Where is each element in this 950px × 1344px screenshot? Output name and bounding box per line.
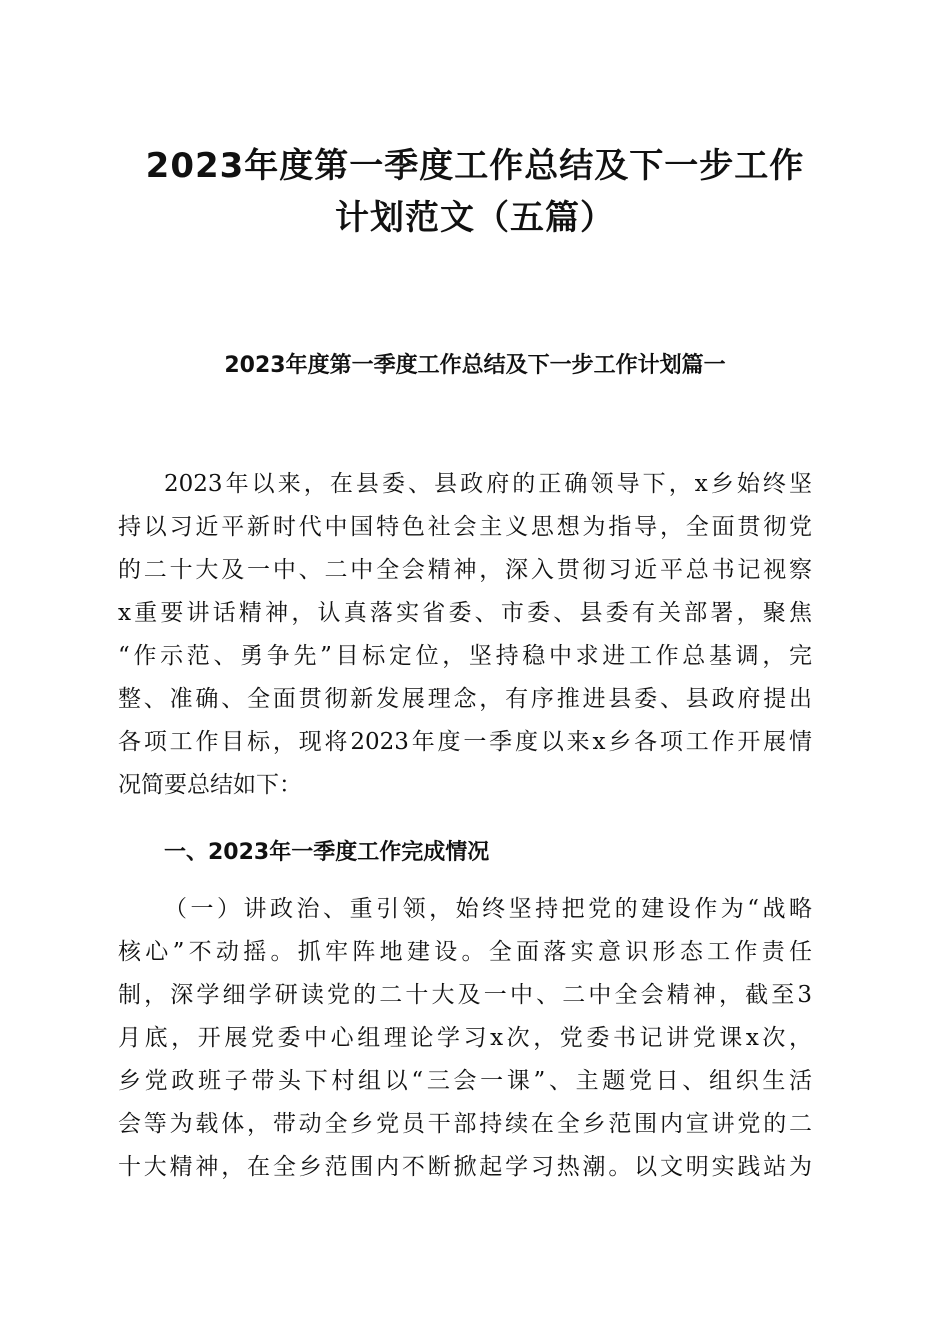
paragraph-1-line: 持以习近平新时代中国特色社会主义思想为指导，全面贯彻党 [118,514,812,540]
document-subtitle: 2023年度第一季度工作总结及下一步工作计划篇一 [224,353,726,378]
document-title-line-1: 2023年度第一季度工作总结及下一步工作 [145,146,805,186]
paragraph-2-line: 十大精神，在全乡范围内不断掀起学习热潮。以文明实践站为 [118,1154,812,1180]
paragraph-2-line: 核心”不动摇。抓牢阵地建设。全面落实意识形态工作责任 [118,939,812,965]
paragraph-1-line: “作示范、勇争先”目标定位，坚持稳中求进工作总基调，完 [118,643,812,669]
paragraph-1-line: 各项工作目标，现将2023年度一季度以来x乡各项工作开展情 [118,729,812,755]
paragraph-1-line: 整、准确、全面贯彻新发展理念，有序推进县委、县政府提出 [118,686,812,712]
document-title-line-2: 计划范文（五篇） [335,198,615,238]
paragraph-1-line: x重要讲话精神，认真落实省委、市委、县委有关部署，聚焦 [118,600,812,626]
paragraph-2-line: 乡党政班子带头下村组以“三会一课”、主题党日、组织生活 [118,1068,812,1094]
paragraph-2-line: 制，深学细学研读党的二十大及一中、二中全会精神，截至3 [118,982,812,1008]
paragraph-1-line: 2023年以来，在县委、县政府的正确领导下，x乡始终坚 [164,471,812,497]
paragraph-1-line: 的二十大及一中、二中全会精神，深入贯彻习近平总书记视察 [118,557,812,583]
paragraph-2-line: （一）讲政治、重引领，始终坚持把党的建设作为“战略 [164,896,812,922]
paragraph-2-line: 会等为载体，带动全乡党员干部持续在全乡范围内宣讲党的二 [118,1111,812,1137]
paragraph-1-line: 况简要总结如下： [118,772,302,798]
paragraph-2-line: 月底，开展党委中心组理论学习x次，党委书记讲党课x次， [118,1025,812,1051]
section-heading: 一、2023年一季度工作完成情况 [164,840,490,865]
